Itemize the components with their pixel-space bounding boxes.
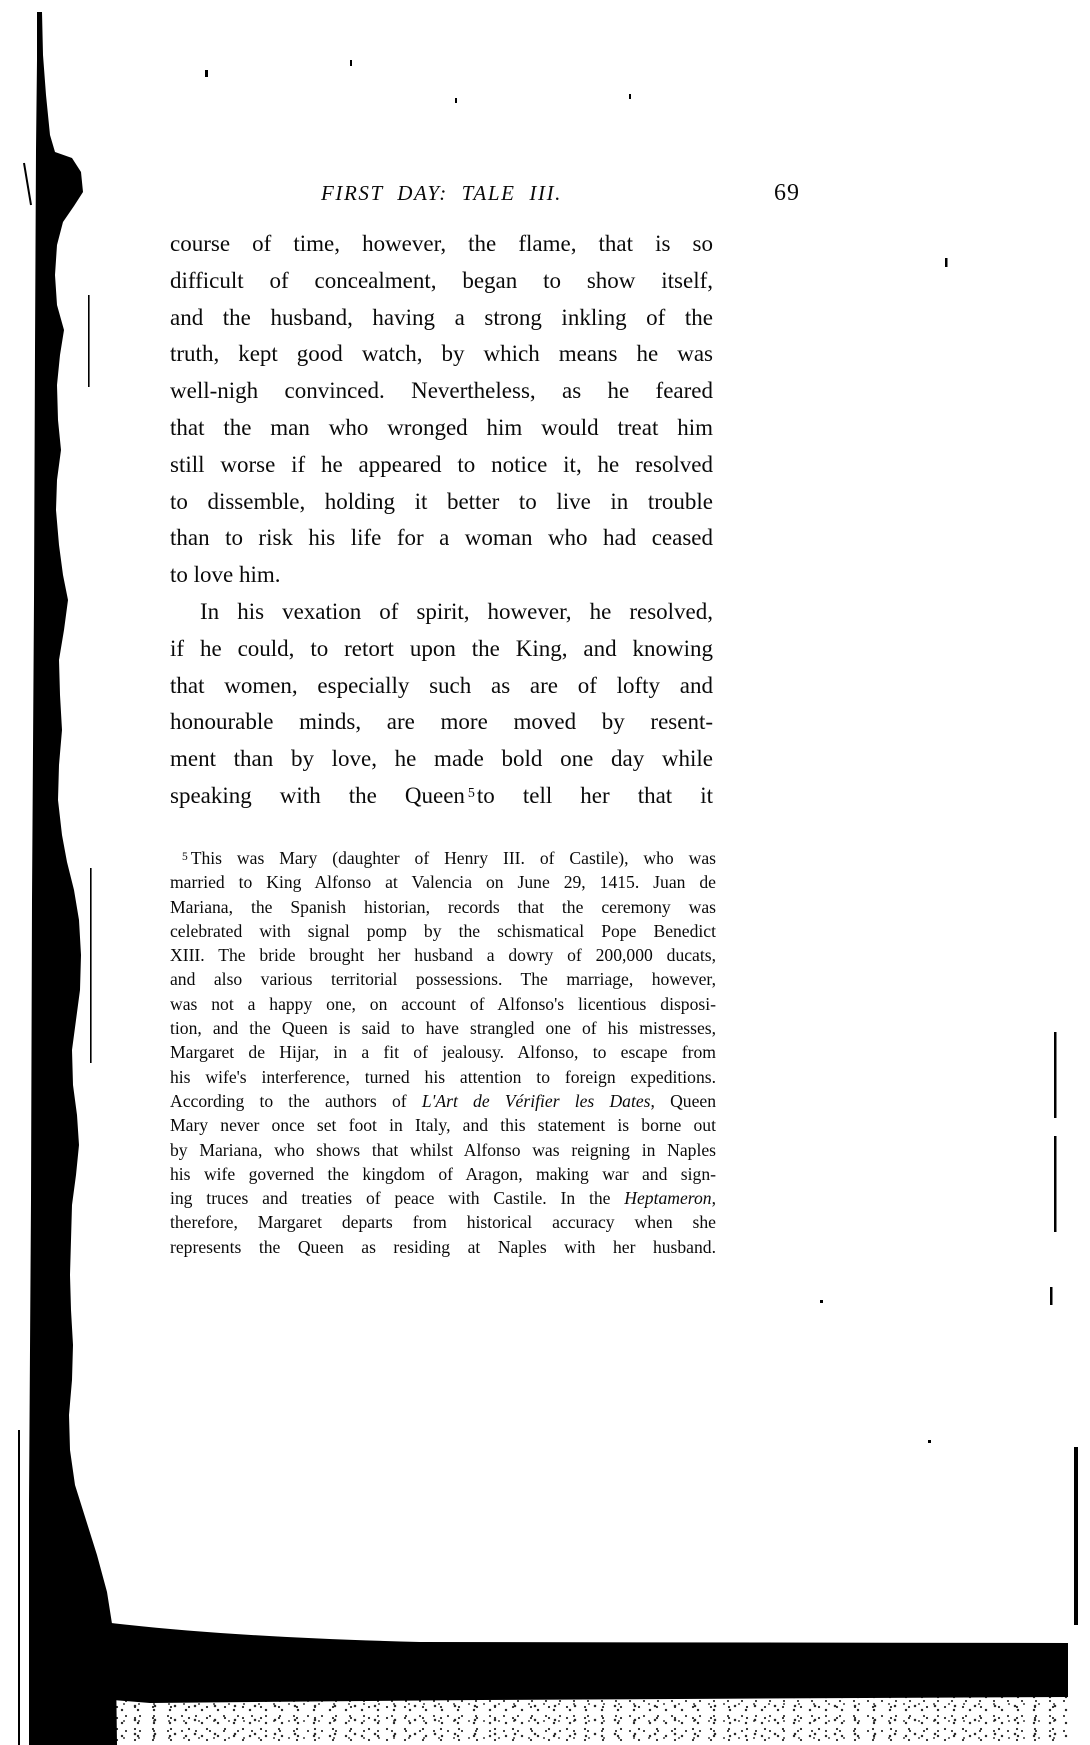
right-margin-dash (1050, 1287, 1053, 1305)
footnote-line: and also various territorial possessions. The marriage, however, (170, 969, 716, 990)
footnote-line-with-italic (170, 1089, 716, 1113)
halftone-noise-strip (104, 1694, 1068, 1744)
footnote-line: celebrated with signal pomp by the schismatical Pope Benedict (170, 920, 716, 941)
text-line: to dissemble, holding it better to live in trouble (170, 488, 713, 514)
hairline-stroke (88, 295, 90, 387)
hairline-stroke (90, 868, 92, 1063)
right-margin-dash (1054, 1032, 1057, 1118)
text-segment: speaking with the Queen (170, 782, 465, 808)
speck (629, 94, 631, 99)
cited-work-title: Heptameron (624, 1188, 712, 1209)
text-line: well-nigh convinced. Nevertheless, as he feared (170, 378, 713, 404)
main-text (170, 226, 713, 815)
hairline-stroke (24, 163, 31, 205)
text-line: truth, kept good watch, by which means he was (170, 341, 713, 367)
footnote-block (170, 846, 716, 1259)
speck (350, 60, 352, 66)
text-line: honourable minds, are more moved by resent- (170, 709, 713, 735)
footnote-line: represents the Queen as residing at Naples with her husband. (170, 1236, 716, 1257)
speck (205, 70, 208, 77)
footnote-line: married to King Alfonso at Valencia on June 29, 1415. Juan de (170, 872, 716, 893)
footnote-line: Margaret de Hijar, in a fit of jealousy. Alfonso, to escape from (170, 1042, 716, 1063)
page-number: 69 (774, 180, 800, 206)
text-segment: to tell her that it (476, 782, 714, 808)
footnote-line: Mary never once set foot in Italy, and this statement is borne out (170, 1115, 716, 1136)
footnote-marker-5: 5 (182, 851, 188, 863)
text-segment: , (711, 1188, 716, 1209)
text-segment: This was Mary (daughter of Henry III. of Castile), who was (190, 848, 716, 868)
right-margin-dash (1054, 1136, 1057, 1232)
gutter-shadow (29, 12, 117, 1745)
bottom-scan-bar (40, 1612, 1068, 1703)
text-line: than to risk his life for a woman who had ceased (170, 525, 713, 551)
footnote-line-with-italic (170, 1186, 716, 1210)
footnote-line: tion, and the Queen is said to have strangled one of his mistresses, (170, 1018, 716, 1039)
footnote-line: his wife's interference, turned his attention to foreign expeditions. (170, 1066, 716, 1087)
footnote-line: Mariana, the Spanish historian, records that the ceremony was (170, 896, 716, 917)
text-line: difficult of concealment, began to show itself, (170, 267, 713, 293)
paragraph-1 (170, 226, 713, 594)
footnote-line: was not a happy one, on account of Alfonso's licentious disposi- (170, 993, 716, 1014)
text-line: and the husband, having a strong inkling of the (170, 304, 713, 330)
right-margin-tick (945, 258, 948, 267)
footnote-line: his wife governed the kingdom of Aragon, making war and sign- (170, 1163, 716, 1184)
hairline-stroke (18, 1430, 20, 1745)
text-line: that women, especially such as are of lofty and (170, 672, 713, 698)
text-line-with-footnote-ref (170, 778, 713, 815)
text-line: ment than by love, he made bold one day while (170, 746, 713, 772)
text-line: if he could, to retort upon the King, and knowing (170, 635, 713, 661)
text-segment: ing truces and treaties of peace with Castile. In the (170, 1188, 625, 1209)
paragraph-2 (170, 594, 713, 815)
footnote-reference-5: 5 (467, 785, 475, 801)
cited-work-title: L'Art de Vérifier les Dates (421, 1090, 651, 1111)
footnote-line: XIII. The bride brought her husband a dowry of 200,000 ducats, (170, 945, 716, 966)
speck (455, 98, 457, 103)
text-segment: According to the authors of (170, 1090, 422, 1111)
text-segment: , Queen (650, 1090, 716, 1111)
speck (928, 1440, 931, 1443)
footnote-line: therefore, Margaret departs from historical accuracy when she (170, 1212, 716, 1233)
footnote-line (170, 846, 716, 870)
running-head: FIRST DAY: TALE III. (320, 181, 563, 205)
text-line: still worse if he appeared to notice it, he resolved (170, 451, 713, 477)
text-line: to love him. (170, 562, 281, 588)
text-line: that the man who wronged him would treat him (170, 414, 713, 440)
speck (820, 1300, 823, 1303)
text-line: course of time, however, the flame, that is so (170, 231, 713, 256)
footnote-line: by Mariana, who shows that whilst Alfonso was reigning in Naples (170, 1139, 716, 1160)
text-line: In his vexation of spirit, however, he resolved, (200, 598, 713, 624)
right-margin-line (1074, 1447, 1078, 1625)
